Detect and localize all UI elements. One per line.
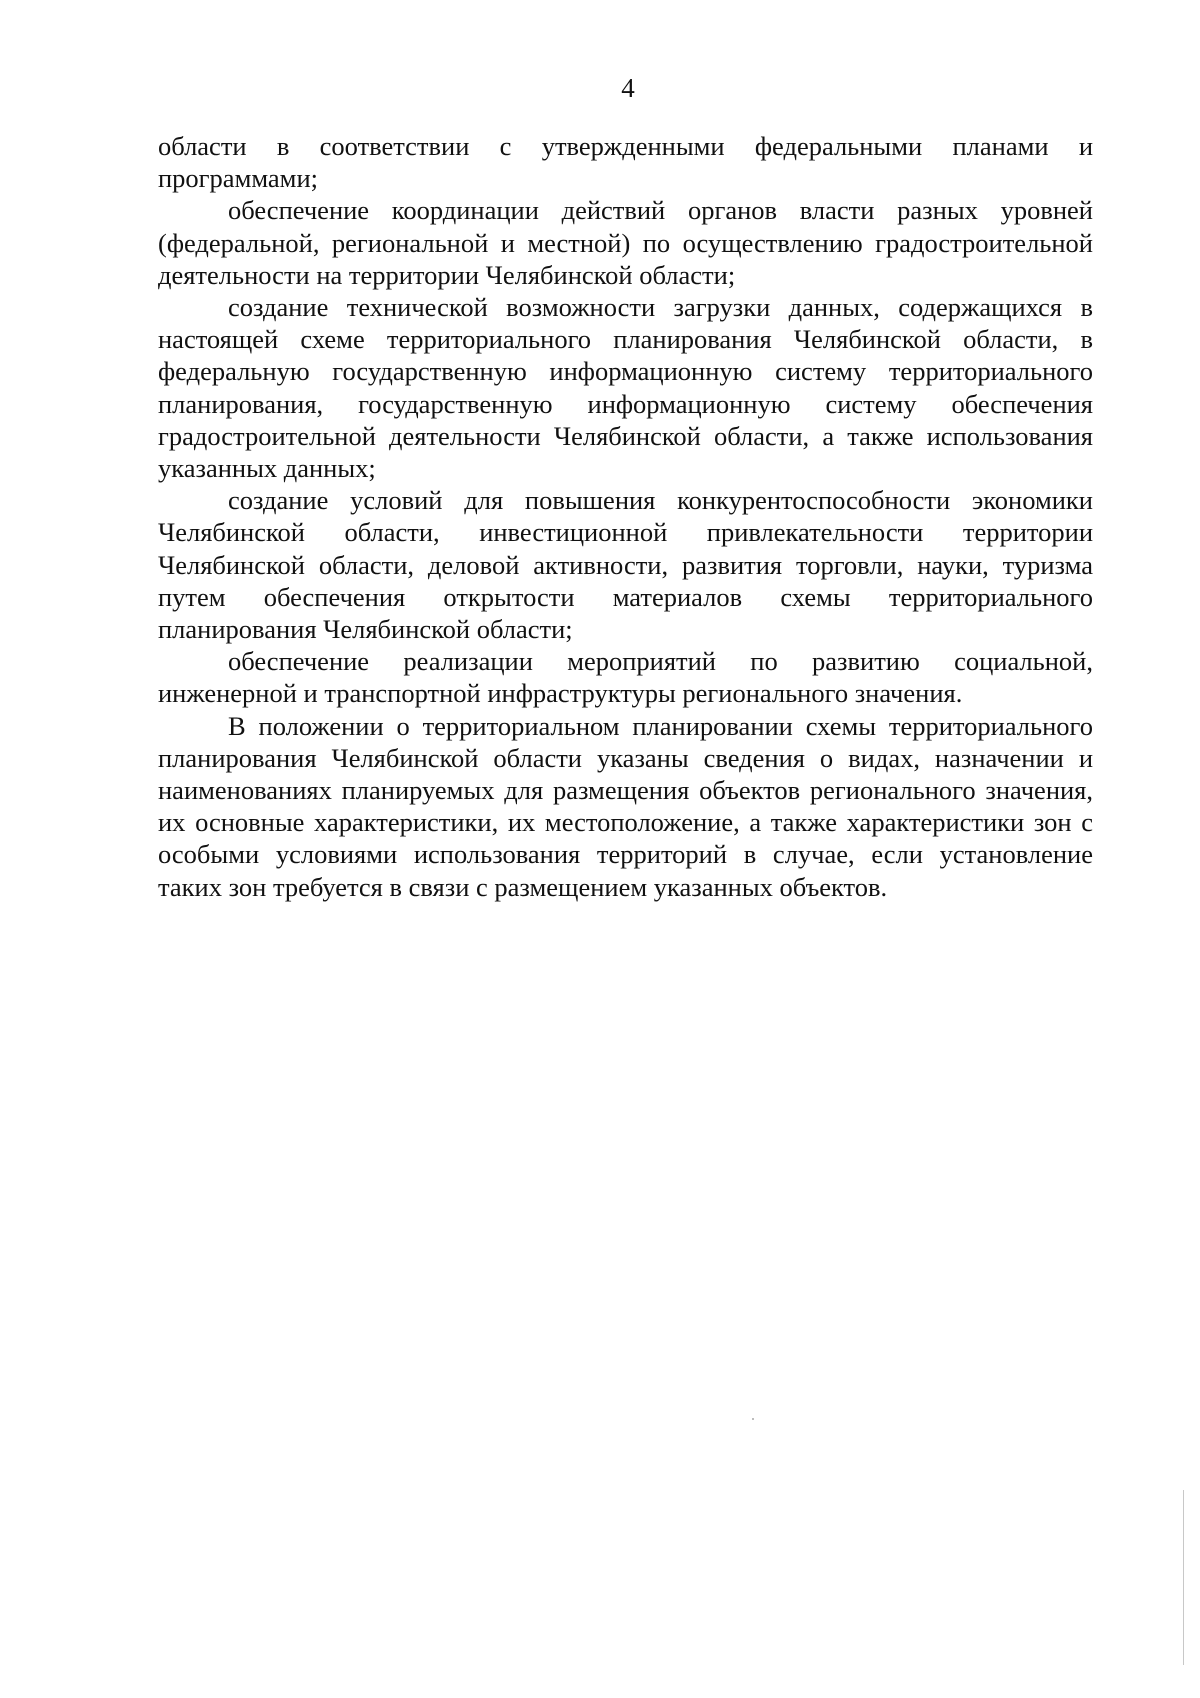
paragraph: обеспечение координации действий органов власти разных уровней (федеральной, региональной и местной) по осуществлению градостроительной деятельности на территории Челябинской области; (158, 195, 1093, 290)
paragraph: создание технической возможности загрузки данных, содержащихся в настоящей схеме территориального планирования Челябинской области, в федеральную государственную информационную систему территориального планирования, государственную информационную систему обеспечения градостроительной деятельности Челябинской области, а также использования указанных данных; (158, 292, 1093, 484)
paragraph: создание условий для повышения конкурентоспособности экономики Челябинской области, инвестиционной привлекательности территории Челябинской области, деловой активности, развития торговли, науки, туризма путем обеспечения открытости материалов схемы территориального планирования Челябинской области; (158, 485, 1093, 645)
document-body (158, 130, 1093, 903)
paragraph: В положении о территориальном планировании схемы территориального планирования Челябинской области указаны сведения о видах, назначении и наименованиях планируемых для размещения объектов регионального значения, их основные характеристики, их местоположение, а также характеристики зон с особыми условиями использования территорий в случае, если установление таких зон требуется в связи с размещением указанных объектов. (158, 710, 1093, 902)
page-number: 4 (621, 73, 635, 103)
paragraph: области в соответствии с утвержденными федеральными планами и программами; (158, 131, 1093, 194)
scan-artifact-line (1183, 1490, 1184, 1665)
scan-artifact-dot (752, 1418, 754, 1420)
paragraph: обеспечение реализации мероприятий по развитию социальной, инженерной и транспортной инфраструктуры регионального значения. (158, 646, 1093, 709)
